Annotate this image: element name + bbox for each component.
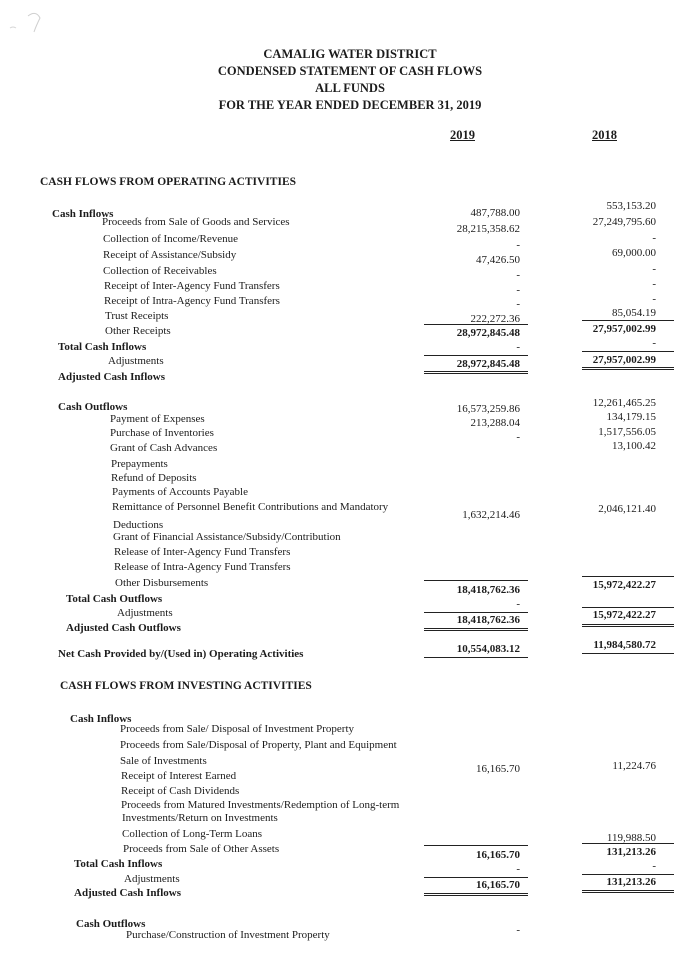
inv-out-value-2019: - — [516, 924, 520, 936]
op-in-value-2019: 28,215,358.62 — [456, 223, 520, 235]
investing-outflows-label: Cash Outflows — [76, 918, 146, 930]
op-out-item-label: Payment of Expenses — [110, 413, 205, 425]
op-out-adjustments-label: Adjustments — [117, 607, 173, 619]
net-rule — [582, 653, 674, 654]
op-total-outflows-2018: 15,972,422.27 — [592, 579, 656, 591]
inv-in-item-label: Proceeds from Sale of Other Assets — [123, 843, 280, 855]
inv-in-value-2018: 119,988.50 — [606, 832, 656, 844]
op-out-value-2019: 16,573,259.86 — [456, 403, 520, 415]
inv-in-item-label: Collection of Long-Term Loans — [122, 828, 263, 840]
op-out-value-2019: 213,288.04 — [470, 417, 520, 429]
statement-header — [180, 46, 520, 114]
op-in-value-2019: 222,272.36 — [470, 313, 520, 325]
column-2018: 2018 — [592, 128, 617, 142]
op-in-adjustments-label: Adjustments — [108, 355, 164, 367]
inv-adjusted-inflows-label: Adjusted Cash Inflows — [74, 887, 181, 899]
subtotal-rule — [424, 580, 528, 581]
inv-in-item-label: Receipt of Interest Earned — [121, 770, 237, 782]
op-in-value-2019: 47,426.50 — [476, 254, 520, 266]
op-out-value-2019: 1,632,214.46 — [462, 509, 520, 521]
op-adjusted-outflows-2018: 15,972,422.27 — [592, 609, 656, 621]
op-in-adjustments-2019: - — [516, 341, 520, 353]
op-in-item-label: Collection of Receivables — [103, 265, 217, 277]
agency-name: CAMALIG WATER DISTRICT — [263, 47, 437, 61]
op-in-item-label: Proceeds from Sale of Goods and Services — [102, 216, 290, 228]
statement-title: CONDENSED STATEMENT OF CASH FLOWS — [217, 64, 483, 78]
inv-in-item-label: Proceeds from Sale/ Disposal of Investment Property — [120, 723, 355, 735]
op-adjusted-outflows-2019: 18,418,762.36 — [456, 614, 520, 626]
op-out-item-label: Release of Inter-Agency Fund Transfers — [114, 546, 291, 558]
op-out-value-2018: 13,100.42 — [612, 440, 656, 452]
op-in-value-2018: - — [652, 278, 656, 290]
op-adjusted-inflows-2018: 27,957,002.99 — [592, 354, 656, 366]
operating-outflows-label: Cash Outflows — [58, 401, 128, 413]
op-out-item-label: Remittance of Personnel Benefit Contributions and Mandatory — [112, 501, 389, 513]
inv-in-adjustments-2018: - — [652, 860, 656, 872]
op-out-value-2018: 134,179.15 — [606, 411, 656, 423]
op-in-value-2018: - — [652, 263, 656, 275]
subtotal-rule — [424, 845, 528, 846]
op-in-value-2018: 553,153.20 — [606, 200, 656, 212]
subtotal-rule — [582, 320, 674, 321]
op-in-value-2018: 85,054.19 — [612, 307, 656, 319]
op-out-adjustments-2019: - — [516, 598, 520, 610]
column-2019: 2019 — [450, 128, 475, 142]
net-rule — [424, 657, 528, 658]
total-double-rule — [424, 628, 528, 631]
op-out-item-label: Refund of Deposits — [111, 472, 197, 484]
inv-adjusted-inflows-2018: 131,213.26 — [606, 876, 656, 888]
inv-in-item-label: Proceeds from Sale/Disposal of Property, Plant and Equipment — [120, 739, 397, 751]
inv-in-adjustments-2019: - — [516, 863, 520, 875]
inv-total-inflows-2018: 131,213.26 — [606, 846, 656, 858]
op-out-value-2019: - — [516, 431, 520, 443]
total-double-rule — [582, 624, 674, 627]
total-double-rule — [424, 371, 528, 374]
inv-in-item-label: Investments/Return on Investments — [122, 812, 278, 824]
fund-scope: ALL FUNDS — [315, 81, 385, 95]
operating-inflows-label: Cash Inflows — [52, 208, 114, 220]
inv-in-value-2019: 16,165.70 — [476, 763, 520, 775]
op-in-adjustments-2018: - — [652, 337, 656, 349]
op-out-item-label: Grant of Financial Assistance/Subsidy/Contribution — [113, 531, 341, 543]
inv-total-inflows-2019: 16,165.70 — [476, 849, 520, 861]
op-total-outflows-label: Total Cash Outflows — [66, 593, 163, 605]
subtotal-rule — [582, 607, 674, 608]
operating-section-title: CASH FLOWS FROM OPERATING ACTIVITIES — [40, 176, 297, 188]
subtotal-rule — [424, 612, 528, 613]
subtotal-rule — [582, 351, 674, 352]
total-double-rule — [424, 893, 528, 896]
inv-total-inflows-label: Total Cash Inflows — [74, 858, 163, 870]
op-in-value-2018: 27,249,795.60 — [592, 216, 656, 228]
inv-in-item-label: Receipt of Cash Dividends — [121, 785, 240, 797]
op-in-value-2018: - — [652, 293, 656, 305]
op-in-item-label: Receipt of Intra-Agency Fund Transfers — [104, 295, 280, 307]
op-out-item-label: Other Disbursements — [115, 577, 209, 589]
op-adjusted-outflows-label: Adjusted Cash Outflows — [66, 622, 181, 634]
op-out-item-label: Deductions — [113, 519, 164, 531]
op-out-item-label: Release of Intra-Agency Fund Transfers — [114, 561, 291, 573]
op-adjusted-inflows-2019: 28,972,845.48 — [456, 358, 520, 370]
op-net-cash-label: Net Cash Provided by/(Used in) Operating Activities — [58, 648, 304, 660]
op-total-outflows-2019: 18,418,762.36 — [456, 584, 520, 596]
op-out-value-2018: 2,046,121.40 — [598, 503, 656, 515]
op-in-item-label: Receipt of Assistance/Subsidy — [103, 249, 237, 261]
op-in-value-2019: - — [516, 298, 520, 310]
inv-in-value-2018: 11,224.76 — [612, 760, 656, 772]
inv-adjusted-inflows-2019: 16,165.70 — [476, 879, 520, 891]
subtotal-rule — [582, 874, 674, 875]
op-out-value-2018: 1,517,556.05 — [598, 426, 656, 438]
op-out-item-label: Payments of Accounts Payable — [112, 486, 248, 498]
investing-inflows-label: Cash Inflows — [70, 713, 132, 725]
period-label: FOR THE YEAR ENDED DECEMBER 31, 2019 — [218, 98, 482, 112]
investing-section-title: CASH FLOWS FROM INVESTING ACTIVITIES — [60, 680, 312, 692]
subtotal-rule — [424, 355, 528, 356]
op-in-item-label: Collection of Income/Revenue — [103, 233, 239, 245]
op-in-item-label: Trust Receipts — [105, 310, 169, 322]
subtotal-rule — [424, 324, 528, 325]
op-out-item-label: Prepayments — [111, 458, 168, 470]
op-total-inflows-2018: 27,957,002.99 — [592, 323, 656, 335]
total-double-rule — [582, 890, 674, 893]
subtotal-rule — [424, 877, 528, 878]
inv-out-item-label: Purchase/Construction of Investment Property — [126, 929, 330, 941]
total-double-rule — [582, 367, 674, 370]
subtotal-rule — [582, 843, 674, 844]
op-out-value-2018: 12,261,465.25 — [592, 397, 656, 409]
op-in-item-label: Receipt of Inter-Agency Fund Transfers — [104, 280, 280, 292]
op-net-cash-2019: 10,554,083.12 — [456, 643, 520, 655]
op-in-value-2018: - — [652, 232, 656, 244]
op-in-item-label: Other Receipts — [105, 325, 171, 337]
op-total-inflows-2019: 28,972,845.48 — [456, 327, 520, 339]
inv-in-item-label: Sale of Investments — [120, 755, 207, 767]
inv-in-item-label: Proceeds from Matured Investments/Redemption of Long-term — [121, 799, 400, 811]
op-in-value-2018: 69,000.00 — [612, 247, 656, 259]
op-total-inflows-label: Total Cash Inflows — [58, 341, 147, 353]
inv-in-adjustments-label: Adjustments — [124, 873, 180, 885]
subtotal-rule — [582, 576, 674, 577]
op-out-item-label: Grant of Cash Advances — [110, 442, 218, 454]
op-in-value-2019: - — [516, 239, 520, 251]
op-out-item-label: Purchase of Inventories — [110, 427, 214, 439]
op-in-value-2019: - — [516, 284, 520, 296]
op-in-value-2019: - — [516, 269, 520, 281]
op-in-value-2019: 487,788.00 — [470, 207, 520, 219]
op-net-cash-2018: 11,984,580.72 — [593, 639, 656, 651]
pen-mark-icon — [6, 6, 46, 36]
op-adjusted-inflows-label: Adjusted Cash Inflows — [58, 371, 165, 383]
